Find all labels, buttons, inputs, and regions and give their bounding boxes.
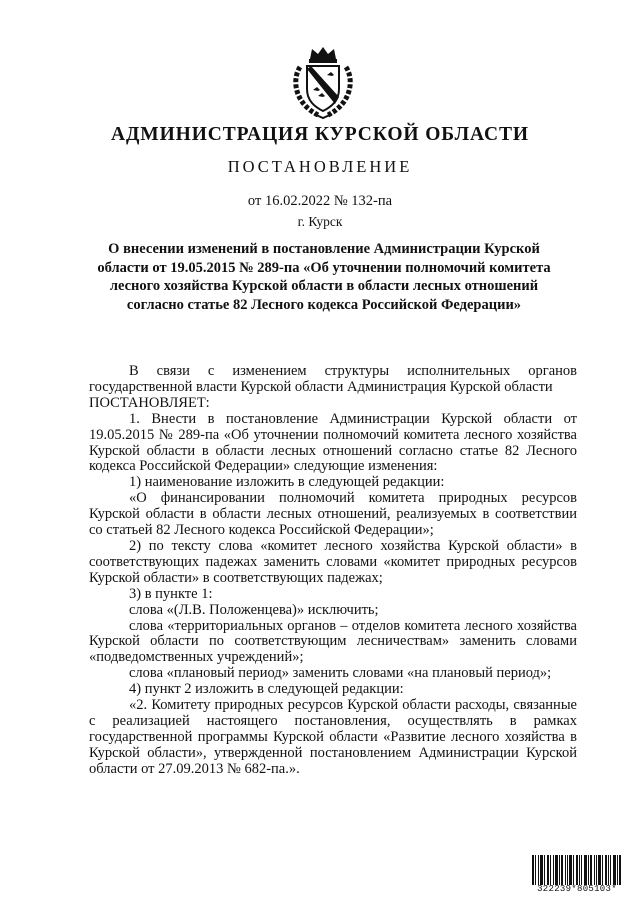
subclause-3-item-c: слова «плановый период» заменить словами «на плановый период»; xyxy=(129,665,552,682)
preamble-paragraph: В связи с изменением структуры исполнительных органов государственной власти Курской области Администрация Курской области xyxy=(89,363,577,395)
barcode-bars xyxy=(532,855,622,885)
barcode-number: 322239*805103* xyxy=(537,884,617,894)
new-title-quote: «О финансировании полномочий комитета природных ресурсов Курской области в области лесных отношений, реализуемых в соответствии со статьей 82 Лесного кодекса Российской Федерации»; xyxy=(89,490,577,539)
date-and-number: от 16.02.2022 № 132-па xyxy=(247,193,393,209)
document-body xyxy=(89,364,577,778)
subclause-4: 4) пункт 2 изложить в следующей редакции: xyxy=(129,681,404,698)
coat-of-arms-emblem xyxy=(290,45,356,120)
barcode xyxy=(532,855,622,895)
clause-1: 1. Внести в постановление Администрации Курской области от 19.05.2015 № 289-па «Об уточнении полномочий комитета лесного хозяйства Курской области в области лесных отношений согласно статье 82 Лесного кодекса Российской Федерации» следующие изменения: xyxy=(89,410,577,475)
city: г. Курск xyxy=(297,214,343,229)
subclause-3: 3) в пункте 1: xyxy=(129,585,213,602)
subclause-3-item-b: слова «территориальных органов – отделов комитета лесного хозяйства Курской области по соответствующим лесничествам» заменить словами «подведомственных учреждений»; xyxy=(89,617,577,666)
document-subject: О внесении изменений в постановление Администрации Курской области от 19.05.2015 № 289-па «Об уточнении полномочий комитета лесного хозяйства Курской области в области лесных отношений согласно статье 82 Лесного кодекса Российской Федерации» xyxy=(97,241,551,314)
new-point-2-quote: «2. Комитету природных ресурсов Курской области расходы, связанные с реализацией настоящего постановления, осуществлять в рамках государственной программы Курской области «Развитие лесного хозяйства в Курской области», утвержденной постановлением Администрации Курской области от 27.09.2013 № 682-па.». xyxy=(89,697,577,777)
resolves-line: ПОСТАНОВЛЯЕТ: xyxy=(89,394,210,411)
subclause-3-item-a: слова «(Л.В. Положенцева)» исключить; xyxy=(129,601,379,618)
document-type: ПОСТАНОВЛЕНИЕ xyxy=(227,157,413,176)
subclause-2: 2) по тексту слова «комитет лесного хозяйства Курской области» в соответствующих падежах заменить словами «комитет природных ресурсов Курской области» в соответствующих падежах; xyxy=(89,537,577,586)
subclause-1: 1) наименование изложить в следующей редакции: xyxy=(129,474,445,491)
issuing-authority: АДМИНИСТРАЦИЯ КУРСКОЙ ОБЛАСТИ xyxy=(110,124,529,145)
